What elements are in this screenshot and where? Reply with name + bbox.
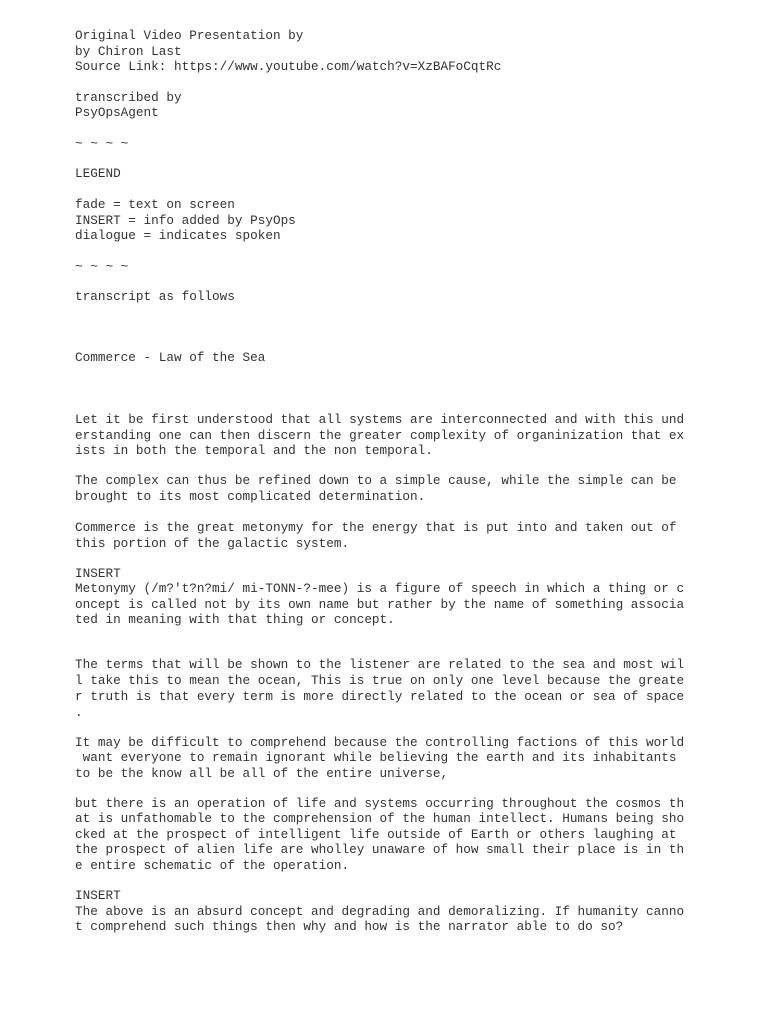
paragraph-line: The complex can thus be refined down to a simple cause, while the simple can be: [75, 473, 677, 488]
insert-line: oncept is called not by its own name but rather by the name of something associa: [75, 597, 685, 612]
separator: ~ ~ ~ ~: [75, 259, 129, 274]
paragraph-line: brought to its most complicated determination.: [75, 489, 426, 504]
paragraph-line: The terms that will be shown to the listener are related to the sea and most wil: [75, 657, 685, 672]
paragraph-line: erstanding one can then discern the greater complexity of organinization that ex: [75, 428, 685, 443]
legend-item: fade = text on screen: [75, 197, 235, 212]
paragraph-line: this portion of the galactic system.: [75, 536, 350, 551]
transcriber-name: PsyOpsAgent: [75, 105, 159, 120]
paragraph-line: Let it be first understood that all systems are interconnected and with this und: [75, 412, 685, 427]
paragraph-line: .: [75, 705, 83, 720]
insert-line: Metonymy (/m?'t?n?mi/ mi-TONN-?-mee) is a figure of speech in which a thing or c: [75, 581, 685, 596]
header-line: Original Video Presentation by: [75, 28, 304, 43]
insert-label: INSERT: [75, 566, 121, 581]
legend-heading: LEGEND: [75, 166, 121, 181]
section-title: Commerce - Law of the Sea: [75, 350, 266, 365]
insert-label: INSERT: [75, 888, 121, 903]
paragraph-line: r truth is that every term is more directly related to the ocean or sea of space: [75, 689, 685, 704]
insert-line: t comprehend such things then why and how is the narrator able to do so?: [75, 919, 624, 934]
source-link: Source Link: https://www.youtube.com/watch?v=XzBAFoCqtRc: [75, 59, 502, 74]
paragraph-line: l take this to mean the ocean, This is true on only one level because the greate: [75, 673, 685, 688]
separator: ~ ~ ~ ~: [75, 136, 129, 151]
paragraph-line: e entire schematic of the operation.: [75, 858, 350, 873]
paragraph-line: Commerce is the great metonymy for the energy that is put into and taken out of: [75, 520, 677, 535]
insert-line: ted in meaning with that thing or concept.: [75, 612, 395, 627]
paragraph-line: at is unfathomable to the comprehension of the human intellect. Humans being sho: [75, 811, 685, 826]
paragraph-line: but there is an operation of life and systems occurring throughout the cosmos th: [75, 796, 685, 811]
insert-line: The above is an absurd concept and degrading and demoralizing. If humanity canno: [75, 904, 685, 919]
header-line: by Chiron Last: [75, 44, 182, 59]
legend-item: dialogue = indicates spoken: [75, 228, 281, 243]
paragraph-line: to be the know all be all of the entire universe,: [75, 766, 449, 781]
transcriber-line: transcribed by: [75, 90, 182, 105]
paragraph-line: ists in both the temporal and the non temporal.: [75, 443, 433, 458]
transcript-intro: transcript as follows: [75, 289, 235, 304]
paragraph-line: want everyone to remain ignorant while believing the earth and its inhabitants: [75, 750, 677, 765]
legend-item: INSERT = info added by PsyOps: [75, 213, 296, 228]
paragraph-line: cked at the prospect of intelligent life outside of Earth or others laughing at: [75, 827, 677, 842]
paragraph-line: It may be difficult to comprehend because the controlling factions of this world: [75, 735, 685, 750]
paragraph-line: the prospect of alien life are wholley unaware of how small their place is in th: [75, 842, 685, 857]
